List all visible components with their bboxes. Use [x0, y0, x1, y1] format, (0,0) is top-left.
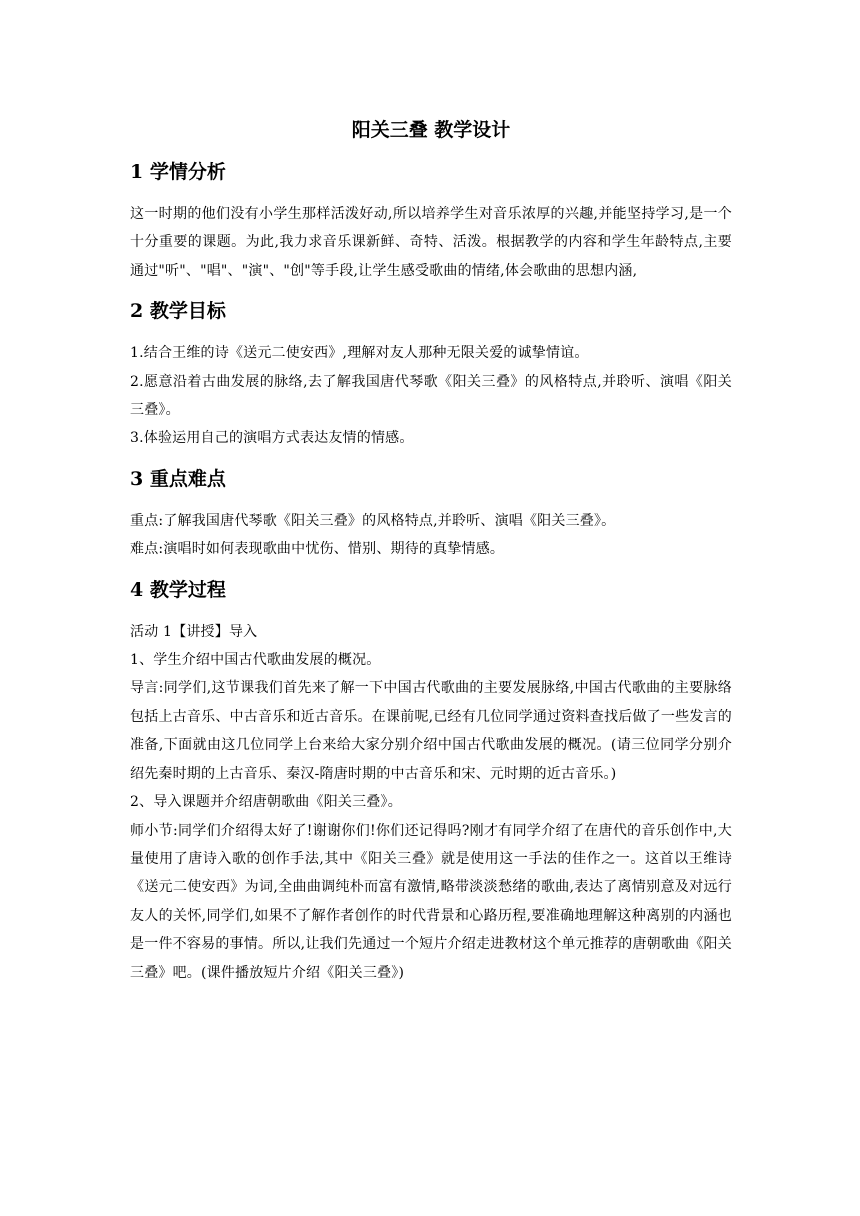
paragraph: 1、学生介绍中国古代歌曲发展的概况。 — [130, 652, 381, 669]
document-title: 阳关三叠 教学设计 — [351, 119, 511, 141]
paragraph: 导言:同学们,这节课我们首先来了解一下中国古代歌曲的主要发展脉络,中国古代歌曲的主要脉络包括上古音乐、中古音乐和近古音乐。在课前呢,已经有几位同学通过资料查找后做了一些发言的准备,下面就由这几位同学上台来给大家分别介绍中国古代歌曲发展的概况。(请三位同学分别介绍先秦时期的上古音乐、秦汉-隋唐时期的中古音乐和宋、元时期的近古音乐。) — [130, 680, 732, 782]
paragraph: 3.体验运用自己的演唱方式表达友情的情感。 — [130, 430, 414, 447]
paragraph: 1.结合王维的诗《送元二使安西》,理解对友人那种无限关爱的诚挚情谊。 — [130, 345, 589, 362]
section-heading-key-difficulties: 3 重点难点 — [130, 467, 226, 490]
paragraph: 2、导入课题并介绍唐朝歌曲《阳关三叠》。 — [130, 794, 402, 811]
section-heading-teaching-goals: 2 教学目标 — [130, 300, 226, 323]
paragraph: 师小节:同学们介绍得太好了!谢谢你们!你们还记得吗?刚才有同学介绍了在唐代的音乐创作中,大量使用了唐诗入歌的创作手法,其中《阳关三叠》就是使用这一手法的佳作之一。这首以王维诗《送元二使安西》为词,全曲曲调纯朴而富有激情,略带淡淡愁绪的歌曲,表达了离情别意及对远行友人的关怀,同学们,如果不了解作者创作的时代背景和心路历程,要准确地理解这种离别的内涵也是一件不容易的事情。所以,让我们先通过一个短片介绍走进教材这个单元推荐的唐朝歌曲《阳关三叠》吧。(课件播放短片介绍《阳关三叠》) — [130, 822, 732, 981]
paragraph: 活动 1【讲授】导入 — [130, 623, 258, 640]
paragraph: 2.愿意沿着古曲发展的脉络,去了解我国唐代琴歌《阳关三叠》的风格特点,并聆听、演唱《阳关三叠》。 — [130, 373, 732, 419]
section-heading-learner-analysis: 1 学情分析 — [130, 161, 226, 183]
section-heading-teaching-process: 4 教学过程 — [130, 578, 226, 601]
paragraph: 难点:演唱时如何表现歌曲中忧伤、惜别、期待的真挚情感。 — [130, 541, 505, 558]
paragraph: 这一时期的他们没有小学生那样活泼好动,所以培养学生对音乐浓厚的兴趣,并能坚持学习,是一个十分重要的课题。为此,我力求音乐课新鲜、奇特、活泼。根据教学的内容和学生年龄特点,主要通过"听"、"唱"、"演"、"创"等手段,让学生感受歌曲的情绪,体会歌曲的思想内涵, — [130, 206, 732, 279]
document-body — [130, 112, 732, 987]
paragraph: 重点:了解我国唐代琴歌《阳关三叠》的风格特点,并聆听、演唱《阳关三叠》。 — [130, 512, 616, 529]
